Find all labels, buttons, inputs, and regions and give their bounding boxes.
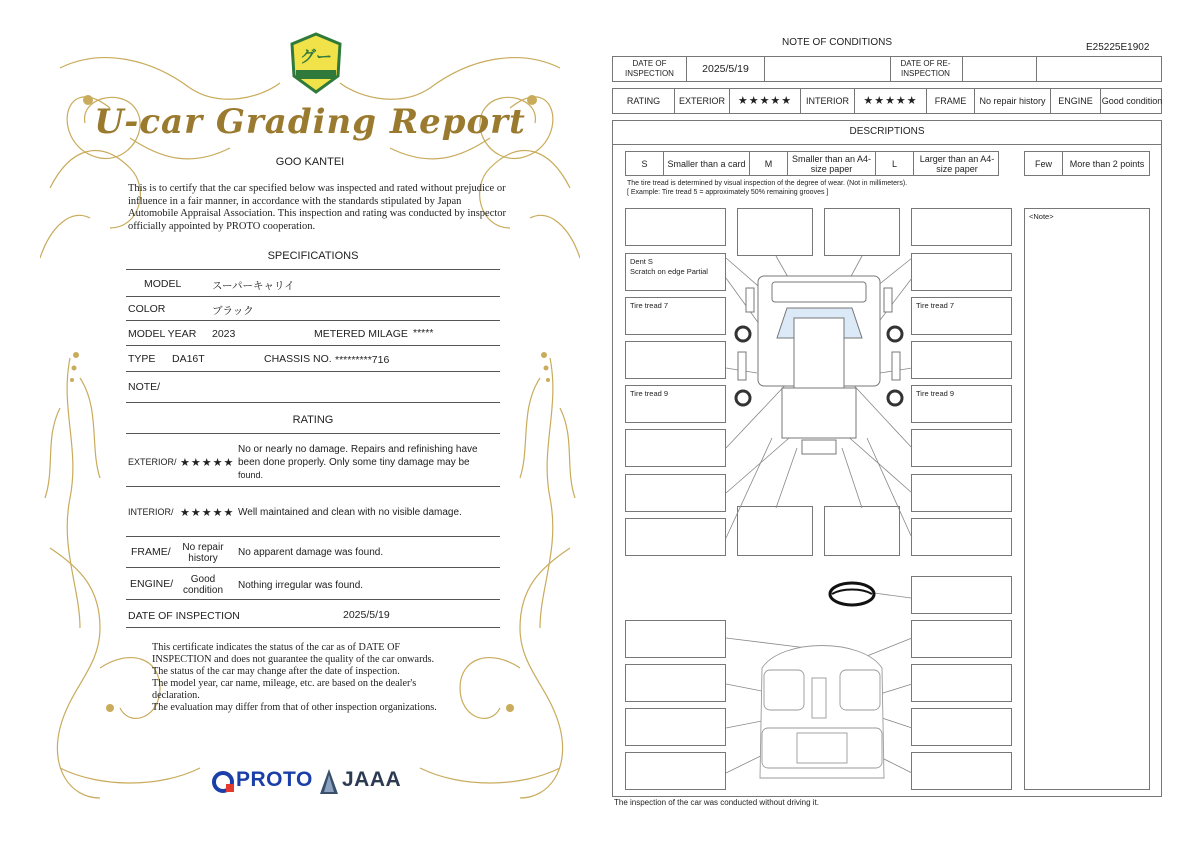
interior-stars: ★★★★★ [180, 507, 235, 519]
legend-s-desc: Smaller than a card [664, 152, 750, 175]
tire-tread-rear-left: Tire tread 9 [630, 389, 669, 398]
model-year-label: MODEL YEAR [128, 328, 197, 340]
legend-l: L [876, 152, 914, 175]
divider [126, 433, 500, 434]
note-box-label: <Note> [1029, 212, 1054, 221]
exterior-label: EXTERIOR [675, 89, 730, 113]
legend-s: S [626, 152, 664, 175]
rating-heading: RATING [292, 414, 334, 426]
legend-m: M [750, 152, 788, 175]
date-of-inspection-label: DATE OF INSPECTION [613, 57, 687, 81]
grading-certificate [40, 28, 580, 828]
divider [126, 599, 500, 600]
note-label: NOTE/ [128, 381, 161, 393]
legend-few: Few [1025, 152, 1063, 175]
dent-note: Dent S [630, 257, 653, 266]
inspection-footer-note: The inspection of the car was conducted without driving it. [614, 798, 819, 807]
divider [126, 345, 500, 346]
tire-tread-example: [ Example: Tire tread 5 = approximately 50% remaining grooves ] [627, 189, 829, 196]
frame-value: No repair history [975, 89, 1051, 113]
frame-description: No apparent damage was found. [238, 547, 384, 558]
vehicle-diagram [612, 208, 1024, 798]
model-year-value: 2023 [212, 328, 236, 340]
chassis-label: CHASSIS NO. [264, 353, 332, 365]
frame-value: No repair history [182, 542, 224, 564]
spacer [1037, 57, 1038, 81]
disclaimer-line: declaration. [152, 690, 200, 701]
note-box [1024, 208, 1150, 790]
exterior-stars: ★★★★★ [730, 89, 801, 113]
divider [126, 269, 500, 270]
rating-row [612, 88, 1162, 114]
date-of-inspection-value: 2025/5/19 [343, 609, 390, 621]
exterior-desc-small: found. [238, 470, 264, 480]
date-of-inspection-label: DATE OF INSPECTION [128, 610, 240, 622]
engine-value: Good condition [182, 574, 224, 596]
engine-value: Good condition [1101, 96, 1163, 106]
document-code: E25225E1902 [1086, 42, 1150, 53]
interior-label: INTERIOR [801, 89, 855, 113]
disclaimer-line: This certificate indicates the status of the car as of DATE OF [152, 642, 401, 653]
exterior-desc-text: No or nearly no damage. Repairs and refinishing have been done properly. Only some tiny damage may be [238, 444, 478, 468]
divider [126, 320, 500, 321]
scratch-note: Scratch on edge Partial [630, 267, 708, 276]
metered-milage-label: METERED MILAGE [314, 328, 408, 340]
tire-tread-front-right: Tire tread 7 [916, 301, 955, 310]
certification-statement: This is to certify that the car specified below was inspected and rated without prejudice or influence in a fair manner, in accordance with the standards stipulated by Japan Automobile Appraisal Association. This inspection and rating was conducted by inspector officially appointed by PROTO cooperation. [128, 183, 507, 232]
exterior-label: EXTERIOR/ [128, 457, 177, 467]
divider [126, 627, 500, 628]
type-label: TYPE [128, 353, 156, 365]
engine-label: ENGINE/ [130, 578, 174, 590]
engine-description: Nothing irregular was found. [238, 580, 364, 591]
logo-mark: グー [299, 47, 333, 66]
tire-tread-note: The tire tread is determined by visual inspection of the degree of wear. (Not in millimeters). [627, 180, 908, 187]
interior-stars: ★★★★★ [855, 89, 927, 113]
jaaa-logo-icon [318, 768, 340, 796]
jaaa-brand: JAAA [342, 768, 402, 791]
exterior-description [238, 444, 492, 483]
legend-m-desc: Smaller than an A4-size paper [788, 152, 876, 175]
divider [126, 371, 500, 372]
cabin-interior-view [760, 646, 884, 779]
metered-milage-value: ***** [413, 327, 434, 339]
specifications-heading: SPECIFICATIONS [267, 250, 359, 262]
divider [126, 567, 500, 568]
disclaimer-line: The evaluation may differ from that of other inspection organizations. [152, 702, 437, 713]
report-title: U-car Grading Report [94, 102, 526, 142]
empty-cell [963, 57, 1037, 81]
exterior-stars: ★★★★★ [180, 457, 235, 469]
empty-cell [765, 57, 891, 81]
disclaimer-line: INSPECTION and does not guarantee the quality of the car onwards. [152, 654, 435, 665]
certificate-disclaimer [152, 642, 512, 714]
steering-wheel-icon [830, 583, 874, 605]
date-of-inspection-value: 2025/5/19 [687, 57, 765, 81]
date-of-reinspection-label: DATE OF RE-INSPECTION [889, 57, 963, 81]
chassis-value: *********716 [335, 354, 390, 366]
legend-few-desc: More than 2 points [1069, 158, 1145, 169]
divider [126, 402, 500, 403]
proto-brand: PROTO [236, 768, 313, 791]
rating-label: RATING [613, 89, 675, 113]
disclaimer-line: The model year, car name, mileage, etc. are based on the dealer's [152, 678, 417, 689]
interior-label: INTERIOR/ [128, 507, 174, 517]
interior-description: Well maintained and clean with no visible damage. [238, 507, 462, 518]
report-subtitle: GOO KANTEI [275, 156, 345, 168]
tire-tread-front-left: Tire tread 7 [630, 301, 669, 310]
goo-kantei-logo [288, 32, 344, 94]
type-value: DA16T [172, 353, 205, 365]
tire-tread-rear-right: Tire tread 9 [916, 389, 955, 398]
disclaimer-line: The status of the car may change after the date of inspection. [152, 666, 400, 677]
descriptions-heading: DESCRIPTIONS [849, 126, 925, 137]
model-label: MODEL [144, 278, 182, 290]
color-label: COLOR [128, 303, 166, 315]
divider [126, 486, 500, 487]
frame-label: FRAME [927, 89, 975, 113]
frame-label: FRAME/ [131, 546, 171, 558]
engine-label: ENGINE [1051, 89, 1101, 113]
proto-logo-icon [212, 770, 236, 794]
truck-top-view [738, 276, 900, 454]
legend-l-desc: Larger than an A4-size paper [919, 153, 995, 174]
color-value: ブラック [212, 305, 254, 317]
divider [126, 536, 500, 537]
size-legend [625, 151, 999, 176]
inspection-date-row [612, 56, 1162, 82]
few-legend [1024, 151, 1150, 176]
model-value: スーパーキャリイ [212, 280, 295, 292]
conditions-title: NOTE OF CONDITIONS [782, 37, 892, 48]
divider [126, 296, 500, 297]
